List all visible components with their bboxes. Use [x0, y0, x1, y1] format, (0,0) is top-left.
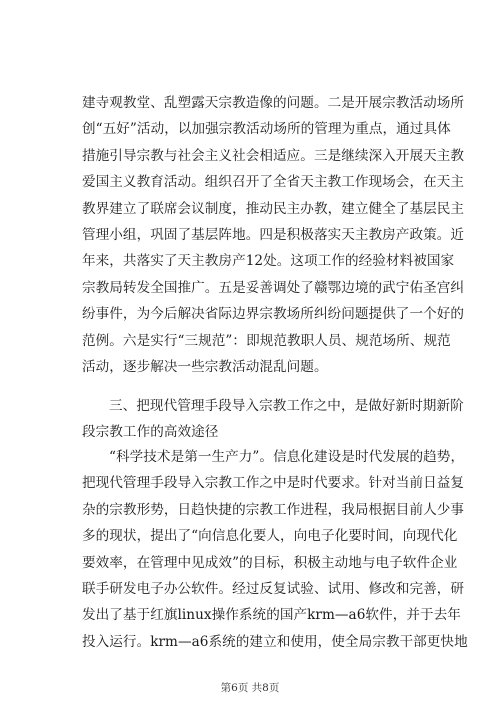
text-line: 要效率，在管理中见成效”的目标，积极主动地与电子软件企业: [82, 554, 458, 571]
text-line: 纷事件，为今后解决省际边界宗教场所纠纷问题提供了一个好的: [82, 306, 465, 323]
section-heading-paragraph: [82, 393, 464, 446]
text-line: 投入运行。krm—a6系统的建立和使用，使全局宗教干部更快地: [82, 633, 468, 650]
text-line: 联手研发电子办公软件。经过反复试验、试用、修改和完善，研: [82, 580, 465, 597]
text-line: 创“五好”活动，以加强宗教活动场所的管理为重点，通过具体: [82, 121, 451, 138]
page-number-footer: 第6页 共8页: [220, 682, 280, 694]
body-paragraph: [82, 90, 465, 380]
text-line: 活动，逐步解决一些宗教活动混乱问题。: [82, 358, 328, 375]
text-line: 多的现状，提出了“向信息化要人，向电子化要时间，向现代化: [82, 528, 458, 545]
text-line: 宗教局转发全国推广。五是妥善调处了赣鄂边境的武宁佑圣宫纠: [82, 279, 465, 296]
text-line: 范例。六是实行“三规范”：即规范教职人员、规范场所、规范: [82, 332, 451, 349]
text-line: 管理小组，巩固了基层阵地。四是积极落实天主教房产政策。近: [82, 226, 465, 243]
text-line: 措施引导宗教与社会主义社会相适应。三是继续深入开展天主教: [82, 147, 465, 164]
text-line: 教界建立了联席会议制度，推动民主办教，建立健全了基层民主: [82, 200, 465, 217]
text-line: “科学技术是第一生产力”。信息化建设是时代发展的趋势，: [109, 449, 465, 465]
text-line: 段宗教工作的高效途径: [82, 424, 219, 441]
body-paragraph: [82, 444, 468, 655]
text-line: 把现代管理手段导入宗教工作之中是时代要求。针对当前日益复: [82, 475, 465, 492]
text-line: 年来，共落实了天主教房产12处。这项工作的经验材料被国家: [82, 253, 455, 270]
text-line: 三、把现代管理手段导入宗教工作之中，是做好新时期新阶: [109, 398, 464, 414]
text-line: 爱国主义教育活动。组织召开了全省天主教工作现场会，在天主: [82, 174, 465, 191]
text-line: 建寺观教堂、乱塑露天宗教造像的问题。二是开展宗教活动场所: [82, 95, 465, 111]
text-line: 发出了基于红旗linux操作系统的国产krm—a6软件，并于去年: [82, 607, 461, 624]
text-line: 杂的宗教形势，日趋快捷的宗教工作进程，我局根据目前人少事: [82, 501, 465, 518]
